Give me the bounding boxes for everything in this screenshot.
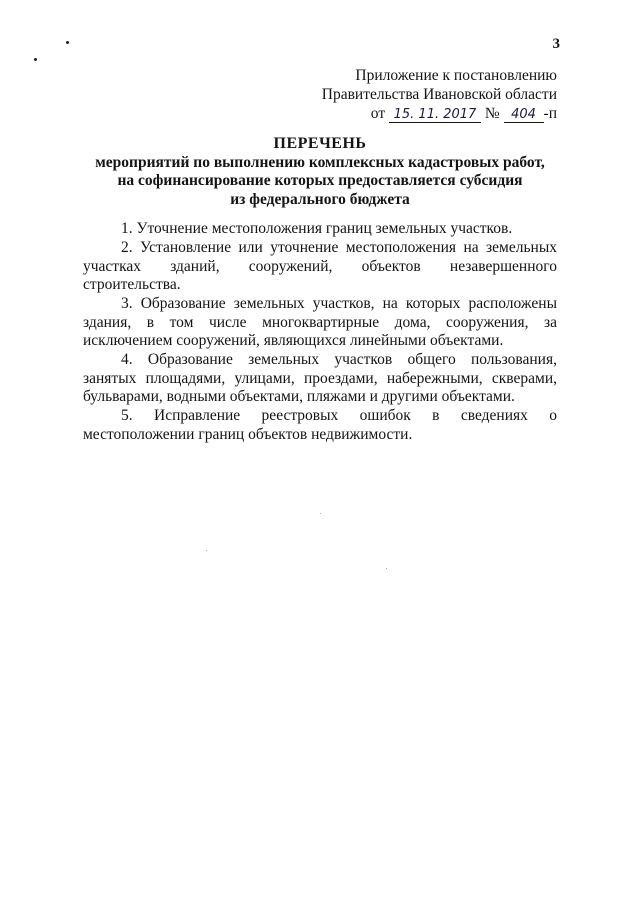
number-prefix: №	[484, 105, 500, 122]
appendix-line-1: Приложение к постановлению	[355, 67, 557, 84]
list-item-4: 4. Образование земельных участков общего пользования, занятых площадями, улицами, проездами, набережными, скверами, бульварами, водными объектами, пляжами и другими объектами.	[83, 351, 557, 405]
appendix-line-2: Правительства Ивановской области	[321, 86, 557, 103]
document-title: ПЕРЕЧЕНЬ	[273, 135, 367, 152]
heading-line-2: на софинансирование которых предоставляется субсидия	[117, 172, 523, 189]
list-item-2: 2. Установление или уточнение местоположения на земельных участках зданий, сооружений, объектов незавершенного строительства.	[83, 239, 557, 293]
date-prefix: от	[370, 105, 386, 122]
scan-speck	[320, 513, 321, 514]
page-number: 3	[552, 36, 560, 52]
list-item-3: 3. Образование земельных участков, на которых расположены здания, в том числе многоквартирные дома, сооружения, за исключением сооружений, являющихся линейными объектами.	[83, 295, 557, 349]
list-item-1: 1. Уточнение местоположения границ земельных участков.	[121, 220, 513, 237]
document-heading	[80, 135, 560, 209]
scan-speck	[34, 58, 37, 61]
handwritten-date: 15. 11. 2017	[389, 108, 481, 123]
heading-line-1: мероприятий по выполнению комплексных кадастровых работ,	[95, 153, 545, 171]
scan-speck	[386, 568, 387, 569]
handwritten-number: 404	[504, 108, 544, 123]
scan-speck	[66, 41, 69, 44]
scan-speck	[206, 550, 207, 551]
appendix-date-line	[322, 104, 557, 123]
measures-list	[83, 220, 557, 444]
heading-line-3: из федерального бюджета	[230, 190, 410, 208]
appendix-block	[322, 66, 557, 123]
number-suffix: -п	[543, 105, 557, 122]
list-item-5: 5. Исправление реестровых ошибок в сведениях о местоположении границ объектов недвижимости.	[83, 407, 557, 443]
